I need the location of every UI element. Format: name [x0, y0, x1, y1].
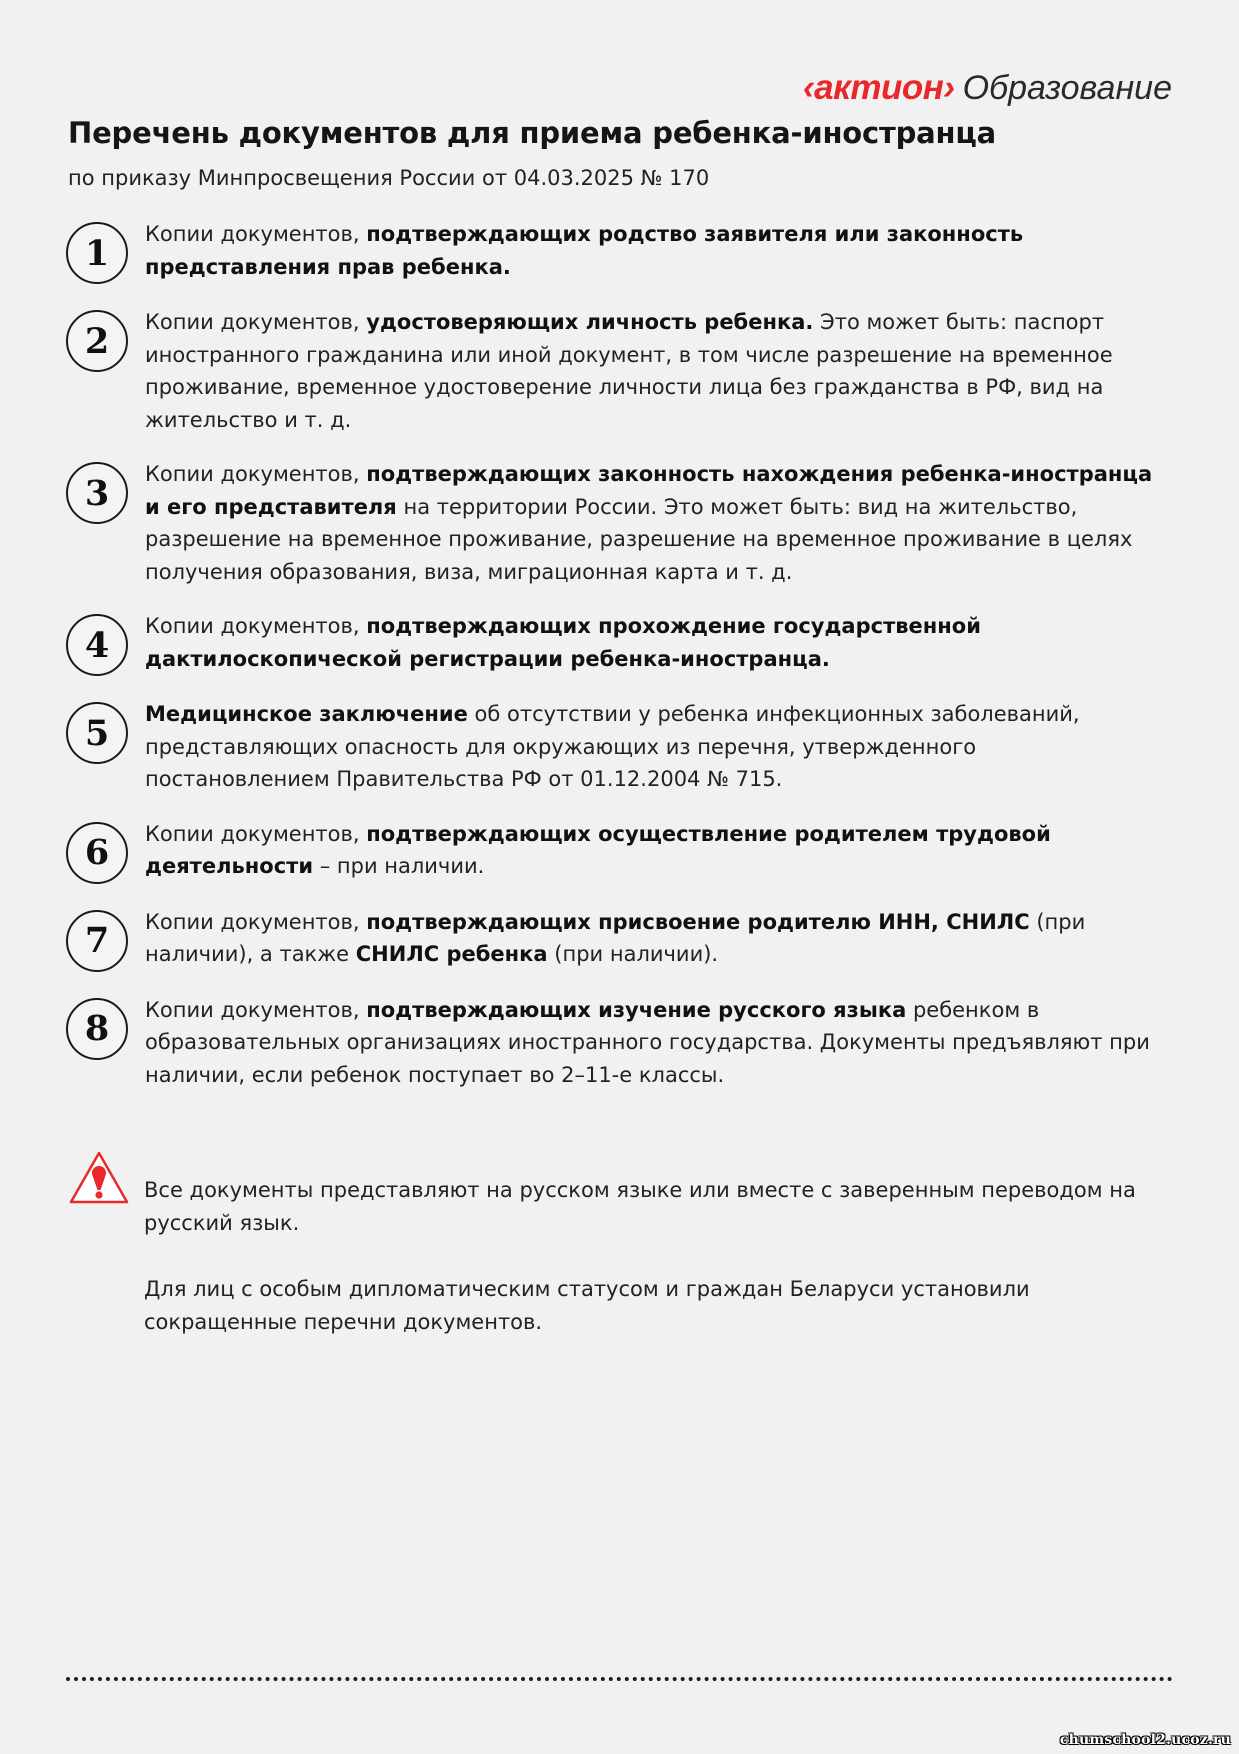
item-text — [145, 218, 1160, 283]
note-paragraph: Все документы представляют на русском языке или вместе с заверенным переводом на русский язык. — [144, 1178, 1136, 1235]
watermark: chumschool2.ucoz.ru — [1059, 1732, 1231, 1748]
item-text — [145, 610, 1160, 675]
item-text — [145, 994, 1160, 1092]
item-number-badge: 3 — [66, 462, 128, 524]
document-item — [66, 218, 1176, 284]
document-item — [66, 818, 1176, 884]
document-item — [66, 458, 1176, 588]
document-list — [66, 218, 1176, 1091]
item-text-bold: Медицинское заключение — [145, 702, 468, 726]
item-text-regular: на территории России. Это может быть: вид на жительство, разрешение на временное проживание, разрешение на временное проживание в целях получения образования, виза, миграционная карта и т. д. — [145, 494, 1133, 584]
item-text-bold: подтверждающих родство заявителя или законность представления прав ребенка. — [145, 222, 1024, 279]
document-item — [66, 306, 1176, 436]
item-text-bold: подтверждающих прохождение государственной дактилоскопической регистрации ребенка-иностранца. — [145, 614, 981, 671]
item-number-badge: 7 — [66, 910, 128, 972]
item-text-regular: (при наличии), а также — [145, 909, 1086, 966]
item-text — [145, 698, 1160, 796]
dotted-divider — [66, 1677, 1173, 1681]
page-subtitle: по приказу Минпросвещения России от 04.03.2025 № 170 — [68, 166, 710, 190]
item-text — [145, 818, 1160, 883]
item-text-bold: подтверждающих осуществление родителем трудовой деятельности — [145, 821, 1051, 878]
document-item — [66, 610, 1176, 676]
item-text-regular: ребенком в образовательных организациях иностранного государства. Документы предъявляют при наличии, если ребенок поступает во 2–11-е классы. — [145, 997, 1150, 1087]
item-number-badge: 4 — [66, 614, 128, 676]
note-paragraph: Для лиц с особым дипломатическим статусом и граждан Беларуси установили сокращенные перечни документов. — [144, 1277, 1030, 1334]
item-number-badge: 5 — [66, 702, 128, 764]
item-number-badge: 8 — [66, 998, 128, 1060]
item-text — [145, 458, 1160, 588]
item-text-regular: Копии документов, — [145, 821, 367, 846]
item-text-regular: Копии документов, — [145, 462, 367, 486]
item-number-badge: 6 — [66, 822, 128, 884]
item-text-regular: – при наличии. — [313, 854, 485, 878]
item-number-badge: 1 — [66, 222, 128, 284]
item-text-bold: подтверждающих изучение русского языка — [366, 997, 907, 1022]
document-item — [66, 994, 1176, 1092]
aktion-logo — [803, 68, 1172, 108]
item-text-bold: удостоверяющих личность ребенка. — [366, 310, 814, 334]
note-texts — [144, 1150, 1159, 1338]
item-number-badge: 2 — [66, 310, 128, 372]
item-text-bold: СНИЛС ребенка — [355, 942, 548, 966]
item-text-regular: об отсутствии у ребенка инфекционных заболеваний, представляющих опасность для окружающих из перечня, утвержденного постановлением Правительства РФ от 01.12.2004 № 715. — [145, 702, 1080, 791]
page-title: Перечень документов для приема ребенка-иностранца — [68, 116, 997, 150]
item-text-regular: Копии документов, — [145, 614, 367, 638]
item-text-regular: (при наличии). — [547, 942, 719, 966]
item-text-regular: Это может быть: паспорт иностранного гражданина или иной документ, в том числе разрешение на временное проживание, временное удостоверение личности лица без гражданства в РФ, вид на жительство и т. д. — [145, 310, 1113, 432]
item-text-regular: Копии документов, — [145, 909, 367, 934]
item-text-bold: подтверждающих законность нахождения ребенка-иностранца и его представителя — [145, 462, 1153, 519]
item-text-regular: Копии документов, — [145, 997, 367, 1022]
document-item — [66, 698, 1176, 796]
item-text — [145, 306, 1160, 436]
item-text-bold: подтверждающих присвоение родителю ИНН, СНИЛС — [366, 909, 1030, 934]
logo-name: Образование — [962, 69, 1172, 107]
warning-icon — [68, 1150, 130, 1206]
document-item — [66, 906, 1176, 972]
warning-note — [68, 1150, 1159, 1338]
item-text-regular: Копии документов, — [145, 222, 367, 246]
logo-brand: ‹актион› — [803, 68, 955, 107]
item-text — [145, 906, 1160, 971]
item-text-regular: Копии документов, — [145, 310, 367, 334]
